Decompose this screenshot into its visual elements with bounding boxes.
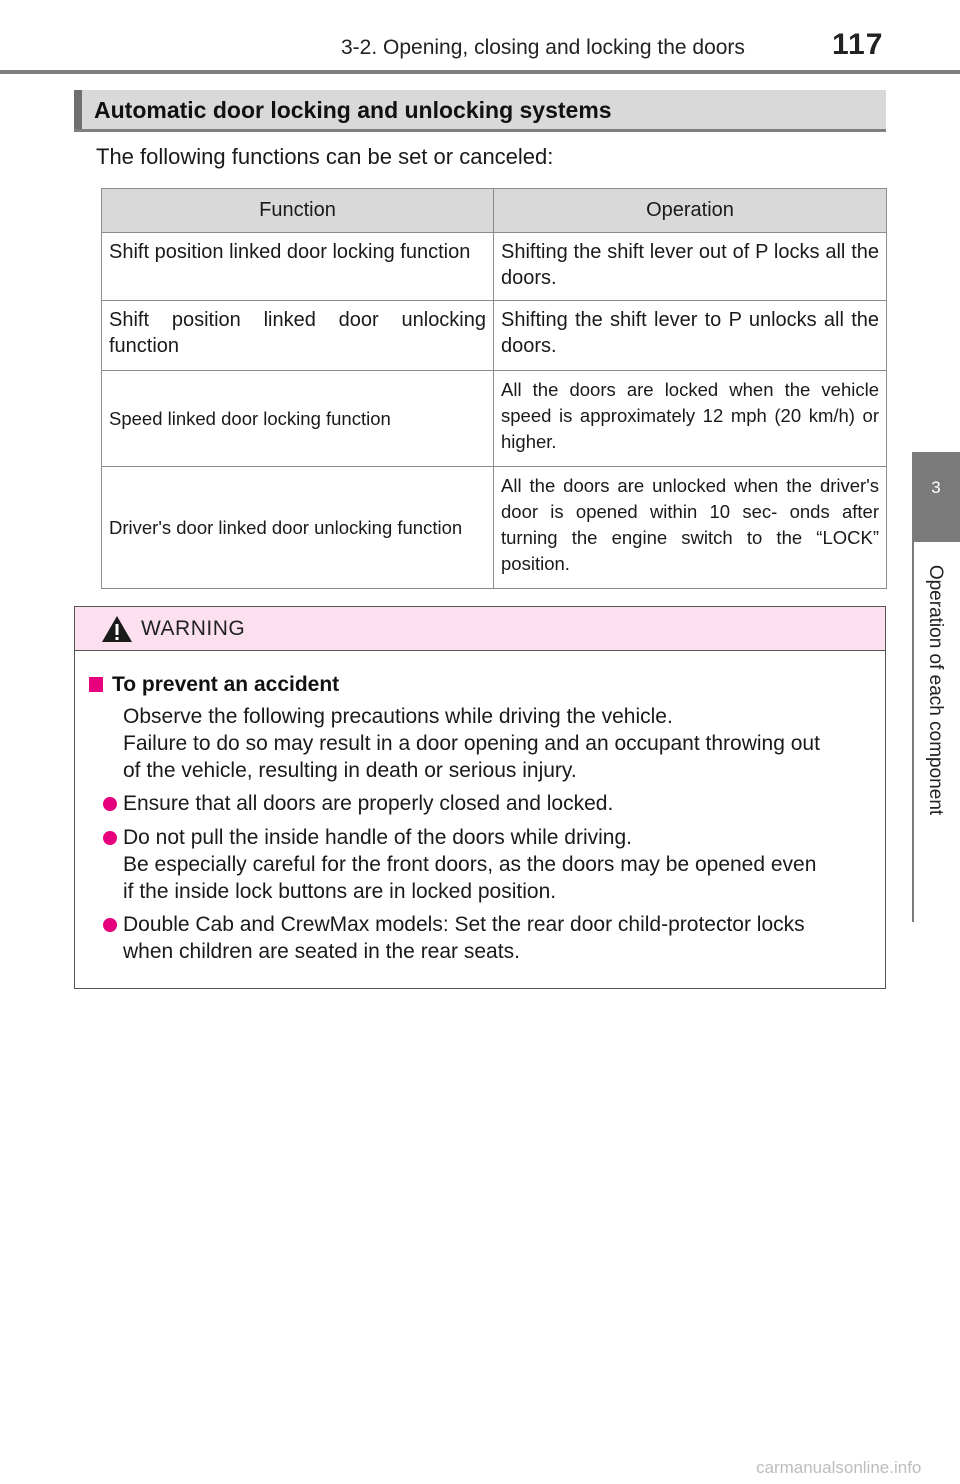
warning-bullet bbox=[103, 790, 613, 817]
operation-cell: Shifting the shift lever out of P locks all the doors. bbox=[494, 233, 887, 301]
warning-bullet-text: Ensure that all doors are properly closed and locked. bbox=[123, 792, 614, 815]
function-cell: Speed linked door locking function bbox=[102, 371, 494, 467]
warning-intro-line: Observe the following precautions while driving the vehicle. bbox=[123, 705, 673, 728]
warning-bullet-continuation: if the inside lock buttons are in locked position. bbox=[123, 880, 557, 903]
warning-label: WARNING bbox=[141, 617, 246, 640]
page-header-title: 3-2. Opening, closing and locking the doors bbox=[341, 36, 745, 59]
column-header-operation: Operation bbox=[494, 189, 887, 233]
page-number: 117 bbox=[832, 28, 884, 61]
chapter-title-vertical: Operation of each component bbox=[925, 564, 946, 816]
warning-bullet-continuation: when children are seated in the rear seats. bbox=[123, 940, 520, 963]
table-header-row bbox=[102, 189, 887, 233]
section-heading bbox=[74, 90, 886, 132]
warning-bullet bbox=[103, 911, 805, 938]
warning-header bbox=[75, 607, 885, 651]
bullet-dot-icon bbox=[103, 918, 117, 932]
watermark: carmanualsonline.info bbox=[756, 1458, 922, 1477]
table-row bbox=[102, 233, 887, 301]
section-heading-accent bbox=[74, 90, 82, 129]
table-row bbox=[102, 371, 887, 467]
operation-cell: Shifting the shift lever to P unlocks all the doors. bbox=[494, 301, 887, 371]
warning-bullet-text: Double Cab and CrewMax models: Set the rear door child-protector locks bbox=[123, 913, 805, 936]
warning-box bbox=[74, 606, 886, 989]
column-header-function: Function bbox=[102, 189, 494, 233]
table-row bbox=[102, 467, 887, 589]
functions-table bbox=[101, 188, 887, 589]
bullet-dot-icon bbox=[103, 797, 117, 811]
function-cell: Shift position linked door locking function bbox=[102, 233, 494, 301]
section-heading-text: Automatic door locking and unlocking systems bbox=[94, 97, 612, 123]
square-bullet-icon bbox=[89, 677, 103, 692]
operation-cell: All the doors are locked when the vehicle speed is approximately 12 mph (20 km/h) or higher. bbox=[494, 371, 887, 467]
function-cell: Driver's door linked door unlocking function bbox=[102, 467, 494, 589]
function-cell: Shift position linked door unlocking function bbox=[102, 301, 494, 371]
section-intro: The following functions can be set or canceled: bbox=[96, 144, 554, 169]
header-divider bbox=[0, 70, 960, 74]
warning-subheading-text: To prevent an accident bbox=[112, 673, 340, 696]
warning-bullet-continuation: Be especially careful for the front doors, as the doors may be opened even bbox=[123, 853, 817, 876]
warning-bullet bbox=[103, 824, 632, 851]
warning-bullet-text: Do not pull the inside handle of the doors while driving. bbox=[123, 826, 632, 849]
warning-intro-line: of the vehicle, resulting in death or serious injury. bbox=[123, 759, 577, 782]
chapter-tab-line bbox=[912, 542, 914, 922]
warning-intro-line: Failure to do so may result in a door opening and an occupant throwing out bbox=[123, 732, 820, 755]
warning-triangle-icon bbox=[101, 615, 133, 643]
warning-subheading bbox=[89, 673, 339, 697]
table-row bbox=[102, 301, 887, 371]
chapter-tab-number: 3 bbox=[931, 478, 941, 497]
operation-cell: All the doors are unlocked when the driver's door is opened within 10 sec- onds after turning the engine switch to the “LOCK” position. bbox=[494, 467, 887, 589]
bullet-dot-icon bbox=[103, 831, 117, 845]
